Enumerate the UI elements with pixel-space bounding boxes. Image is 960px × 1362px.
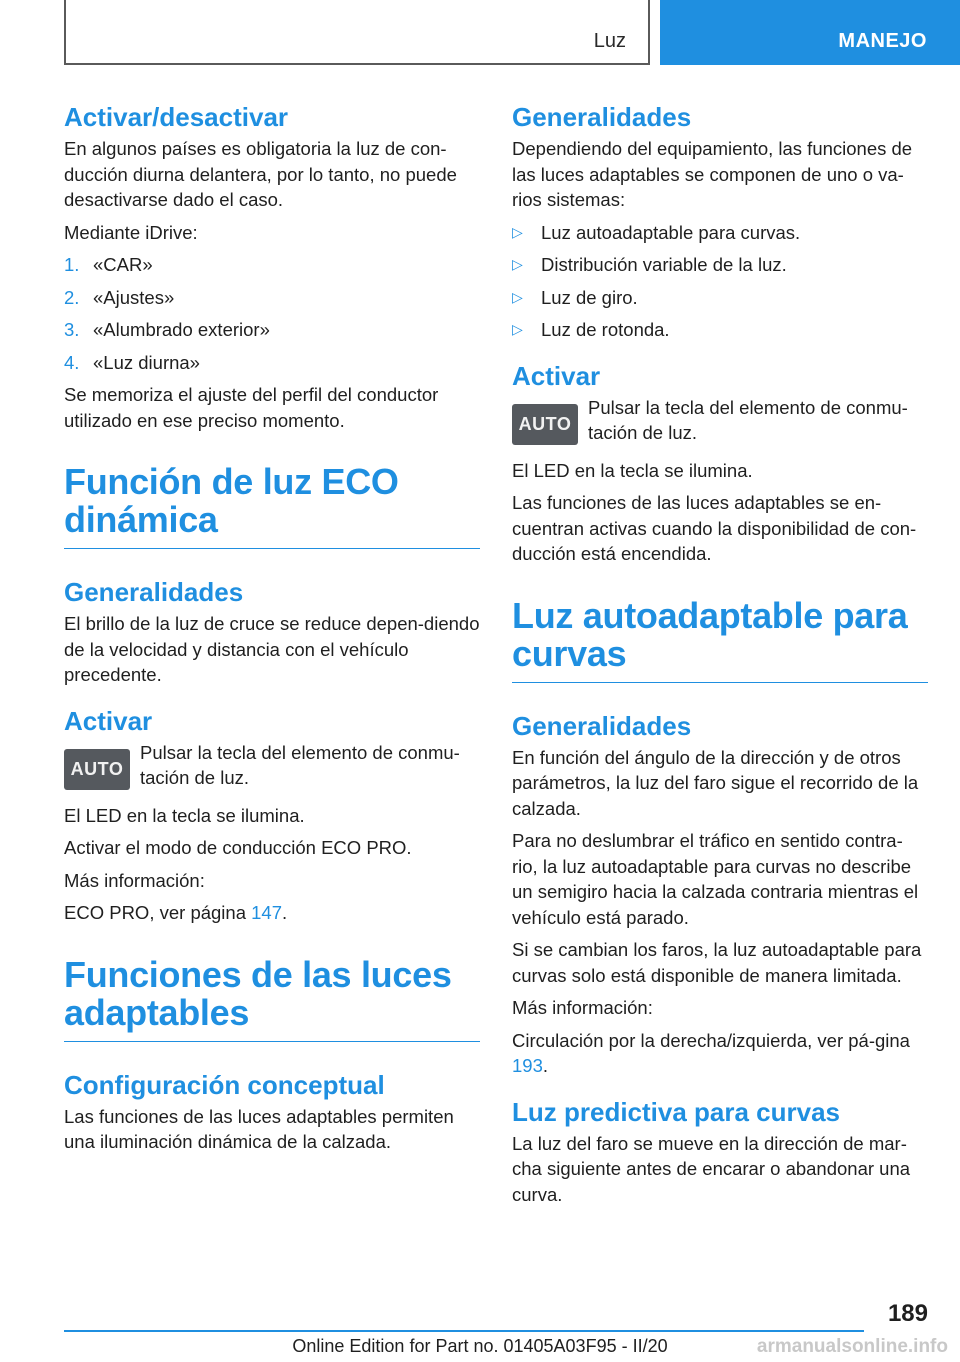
reference-end: . <box>542 1055 549 1076</box>
list-item <box>64 317 480 343</box>
page-number: 189 <box>887 1300 928 1327</box>
triangle-bullet-icon: ▷ <box>512 256 523 272</box>
watermark: armanualsonline.info <box>756 1336 948 1357</box>
heading-activar: Activar <box>512 360 601 391</box>
paragraph: El LED en la tecla se ilumina. <box>512 459 753 481</box>
edition-footer: Online Edition for Part no. 01405A03F95 - II/20 <box>292 1336 668 1356</box>
heading-generalidades: Generalidades <box>64 577 244 607</box>
triangle-bullet-icon: ▷ <box>512 288 523 305</box>
left-column <box>64 100 480 1162</box>
auto-key-icon: AUTO <box>512 404 578 445</box>
paragraph: El brillo de la luz de cruce se reduce depen-diendo de la velocidad y distancia con el vehículo precedente. <box>64 613 480 685</box>
paragraph: Mediante iDrive: <box>64 221 198 243</box>
paragraph: En algunos países es obligatoria la luz de con-ducción diurna delantera, por lo tanto, no puede desactivarse dado el caso. <box>64 138 457 210</box>
paragraph: Para no deslumbrar el tráfico en sentido contra-rio, la luz autoadaptable para curvas no describe un semigiro hacia la calzada contraria mientras el vehículo está parado. <box>512 830 919 928</box>
list-item-text: Luz autoadaptable para curvas. <box>541 221 801 243</box>
reference-text: ECO PRO, ver página <box>64 902 252 923</box>
heading-generalidades: Generalidades <box>512 102 692 132</box>
heading-luz-predictiva-curvas: Luz predictiva para curvas <box>512 1096 841 1127</box>
step-number: 2. <box>64 286 80 308</box>
heading-generalidades: Generalidades <box>512 710 692 741</box>
reference-text: Circulación por la derecha/izquierda, ver pá-gina <box>512 1029 910 1051</box>
paragraph: Más información: <box>512 997 653 1018</box>
triangle-bullet-icon: ▷ <box>512 321 523 337</box>
list-item-text: Distribución variable de la luz. <box>541 254 787 275</box>
paragraph: Activar el modo de conducción ECO PRO. <box>64 837 412 858</box>
page-reference <box>64 900 480 926</box>
step-number: 4. <box>64 351 80 373</box>
chapter-tab[interactable] <box>660 0 960 65</box>
auto-key-icon: AUTO <box>64 749 130 790</box>
footer-divider <box>64 1330 864 1332</box>
paragraph: En función del ángulo de la dirección y de otros parámetros, la luz del faro sigue el recorrido de la calzada. <box>512 746 919 819</box>
paragraph: El LED en la tecla se ilumina. <box>64 804 305 826</box>
triangle-bullet-icon: ▷ <box>512 223 523 240</box>
instruction-text: Pulsar la tecla del elemento de conmu-tación de luz. <box>140 741 460 788</box>
page-header <box>0 0 960 65</box>
heading-activar: Activar <box>64 705 153 736</box>
step-number: 3. <box>64 319 80 340</box>
section-title: Luz <box>593 30 626 52</box>
chapter-label: MANEJO <box>838 30 927 52</box>
page-link-147[interactable]: 147 <box>251 902 283 923</box>
list-item <box>512 252 928 278</box>
heading-configuracion-conceptual: Configuración conceptual <box>64 1069 385 1100</box>
paragraph: Dependiendo del equipamiento, las funciones de las luces adaptables se componen de uno o va-rios sistemas: <box>512 138 913 210</box>
step-text: «Alumbrado exterior» <box>93 319 270 340</box>
list-item-text: Luz de giro. <box>541 286 638 308</box>
right-column <box>512 100 928 1214</box>
heading-luz-autoadaptable-curvas: Luz autoadaptable para curvas <box>512 597 928 683</box>
paragraph: Se memoriza el ajuste del perfil del conductor utilizado en ese preciso momento. <box>64 384 439 431</box>
paragraph: La luz del faro se mueve en la dirección de mar-cha siguiente antes de encarar o abandonar una curva. <box>512 1132 911 1205</box>
list-item <box>512 317 928 343</box>
step-number: 1. <box>64 254 80 275</box>
step-text: «CAR» <box>93 254 153 275</box>
heading-funcion-luz-eco: Función de luz ECO dinámica <box>64 463 480 549</box>
list-item <box>512 285 928 311</box>
list-item <box>512 220 928 246</box>
idrive-steps-list <box>64 252 480 375</box>
page-link-193[interactable]: 193 <box>512 1055 543 1076</box>
auto-key-instruction <box>512 395 928 446</box>
paragraph: Las funciones de las luces adaptables permiten una iluminación dinámica de la calzada. <box>64 1105 454 1152</box>
heading-funciones-luces-adaptables: Funciones de las luces adaptables <box>64 956 480 1042</box>
instruction-text: Pulsar la tecla del elemento de conmu-tación de luz. <box>588 396 908 443</box>
paragraph: Más información: <box>64 869 205 891</box>
systems-list <box>512 220 928 343</box>
header-box <box>64 0 650 65</box>
heading-activar-desactivar: Activar/desactivar <box>64 102 289 132</box>
page-reference <box>512 1028 928 1079</box>
step-text: «Luz diurna» <box>93 351 200 373</box>
auto-key-instruction <box>64 740 480 791</box>
list-item <box>64 285 480 311</box>
list-item-text: Luz de rotonda. <box>541 319 670 340</box>
paragraph: Si se cambian los faros, la luz autoadaptable para curvas solo está disponible de manera limitada. <box>512 939 922 986</box>
reference-end: . <box>282 902 288 923</box>
list-item <box>64 252 480 278</box>
paragraph: Las funciones de las luces adaptables se en-cuentran activas cuando la disponibilidad de con-ducción está encendida. <box>512 492 917 564</box>
list-item <box>64 350 480 376</box>
step-text: «Ajustes» <box>93 286 175 308</box>
